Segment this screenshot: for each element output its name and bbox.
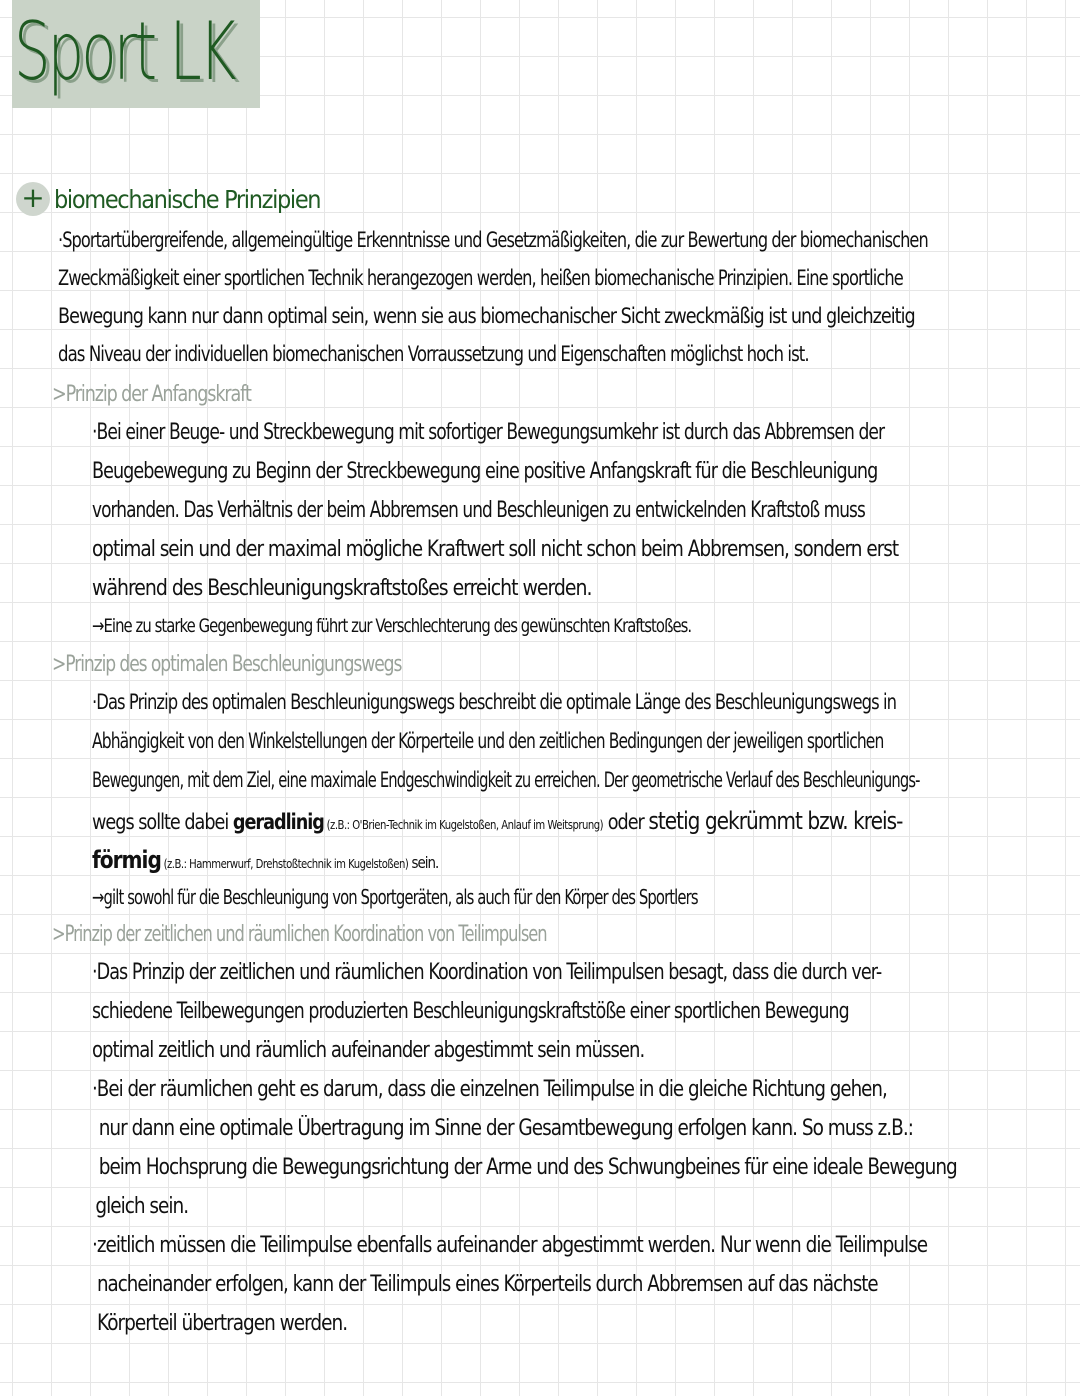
emphasis-foermig: förmig <box>92 846 161 874</box>
text-line: Bewegung kann nur dann optimal sein, wenn sie aus biomechanischer Sicht zweckmäßig ist und gleichzeitig <box>58 304 915 328</box>
text-line: Bewegungen, mit dem Ziel, eine maximale Endgeschwindigkeit zu erreichen. Der geometrische Verlauf des Beschleunigungs- <box>92 768 920 792</box>
text-line: ·Das Prinzip der zeitlichen und räumlichen Koordination von Teilimpulsen besagt, dass die durch ver- <box>92 960 882 985</box>
page-title: Sport LK <box>14 5 234 98</box>
principle-body-koordination <box>92 960 1080 1350</box>
text-line: ·Das Prinzip des optimalen Beschleunigungswegs beschreibt die optimale Länge des Beschleunigungswegs in <box>92 690 897 714</box>
text-span: wegs sollte dabei <box>92 810 233 834</box>
principle-heading-koordination: >Prinzip der zeitlichen und räumlichen Koordination von Teilimpulsen <box>52 922 547 947</box>
section-title: biomechanische Prinzipien <box>54 184 321 214</box>
text-line: schiedene Teilbewegungen produzierten Beschleunigungskraftstöße einer sportlichen Bewegung <box>92 999 849 1024</box>
section-heading <box>16 182 350 216</box>
text-line <box>92 846 1080 885</box>
arrow-note: →Eine zu starke Gegenbewegung führt zur Verschlechterung des gewünschten Kraftstoßes. <box>92 615 692 637</box>
text-line: beim Hochsprung die Bewegungsrichtung der Arme und des Schwungbeines für eine ideale Bewegung <box>98 1155 957 1180</box>
text-line: optimal zeitlich und räumlich aufeinander abgestimmt sein müssen. <box>92 1038 645 1063</box>
text-line: ·Bei der räumlichen geht es darum, dass die einzelnen Teilimpulse in die gleiche Richtung gehen, <box>92 1077 887 1102</box>
text-line: nur dann eine optimale Übertragung im Sinne der Gesamtbewegung erfolgen kann. So muss z.B.: <box>98 1116 913 1141</box>
principle-body-anfangskraft <box>92 420 1080 654</box>
text-line: Körperteil übertragen werden. <box>97 1311 348 1336</box>
text-line: ·Sportartübergreifende, allgemeingültige Erkenntnisse und Gesetzmäßigkeiten, die zur Bewertung der biomechanischen <box>58 228 928 252</box>
text-line: Abhängigkeit von den Winkelstellungen der Körperteile und den zeitlichen Bedingungen der jeweiligen sportlichen <box>92 729 884 753</box>
principle-heading-beschleunigungsweg: >Prinzip des optimalen Beschleunigungswegs <box>52 652 402 677</box>
text-line: gleich sein. <box>95 1194 189 1219</box>
text-span: sein. <box>408 853 439 872</box>
text-line: ·zeitlich müssen die Teilimpulse ebenfalls aufeinander abgestimmt werden. Nur wenn die Teilimpulse <box>92 1233 928 1258</box>
principle-heading-anfangskraft: >Prinzip der Anfangskraft <box>52 382 251 407</box>
example-note: (z.B.: Hammerwurf, Drehstoßtechnik im Kugelstoßen) <box>160 857 409 871</box>
text-line: das Niveau der individuellen biomechanischen Vorraussetzung und Eigenschaften möglichst hoch ist. <box>58 342 809 366</box>
emphasis-gekruemmt: stetig gekrümmt bzw. kreis- <box>648 807 903 835</box>
emphasis-geradlinig: geradlinig <box>232 810 324 834</box>
plus-icon: + <box>16 182 50 216</box>
text-line: vorhanden. Das Verhältnis der beim Abbremsen und Beschleunigen zu entwickelnden Kraftstoß muss <box>92 498 865 523</box>
text-line: Beugebewegung zu Beginn der Streckbewegung eine positive Anfangskraft für die Beschleunigung <box>92 459 878 484</box>
text-line <box>92 807 1080 846</box>
intro-paragraph <box>58 228 1080 380</box>
text-span: oder <box>603 810 649 834</box>
text-line: nacheinander erfolgen, kann der Teilimpuls eines Körperteils durch Abbremsen auf das nächste <box>96 1272 878 1297</box>
text-line: ·Bei einer Beuge- und Streckbewegung mit sofortiger Bewegungsumkehr ist durch das Abbremsen der <box>92 420 885 445</box>
example-note: (z.B.: O'Brien-Technik im Kugelstoßen, Anlauf im Weitsprung) <box>323 818 604 832</box>
principle-body-beschleunigungsweg <box>92 690 1080 924</box>
text-line: optimal sein und der maximal mögliche Kraftwert soll nicht schon beim Abbremsen, sondern erst <box>92 537 899 562</box>
text-line: Zweckmäßigkeit einer sportlichen Technik herangezogen werden, heißen biomechanische Prinzipien. Eine sportliche <box>58 266 903 290</box>
text-line: während des Beschleunigungskraftstoßes erreicht werden. <box>92 576 592 601</box>
arrow-note: →gilt sowohl für die Beschleunigung von Sportgeräten, als auch für den Körper des Sportlers <box>92 885 698 909</box>
